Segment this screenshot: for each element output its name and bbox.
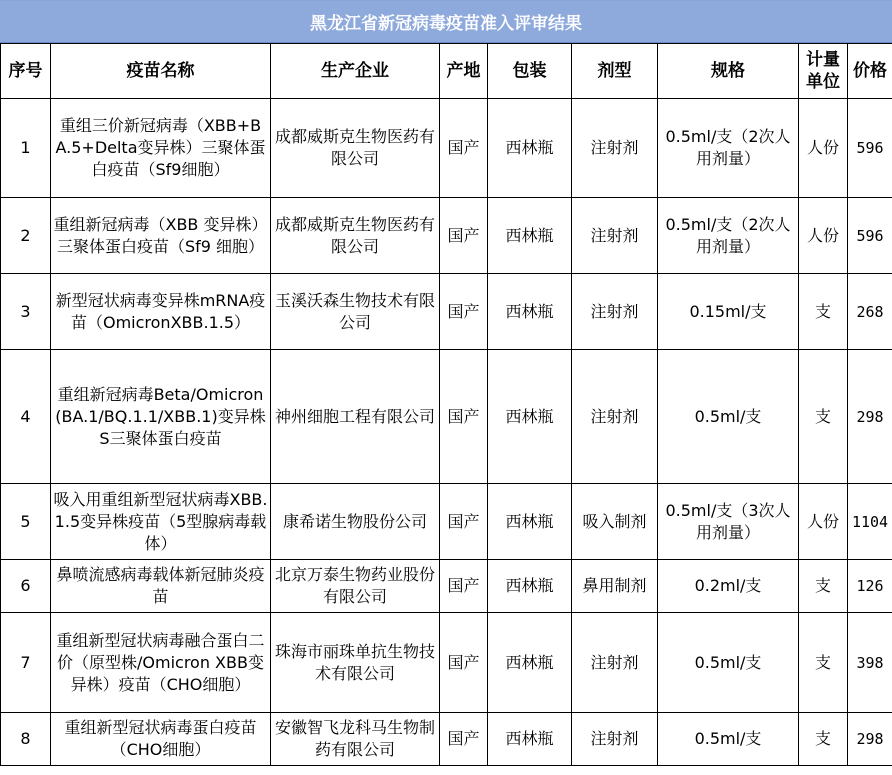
cell-name: 重组新冠病毒（XBB 变异株）三聚体蛋白疫苗（Sf9 细胞） bbox=[51, 198, 271, 274]
cell-index: 8 bbox=[1, 713, 51, 766]
cell-dosage-form: 注射剂 bbox=[572, 198, 658, 274]
cell-price: 596 bbox=[848, 99, 892, 198]
cell-price: 298 bbox=[848, 350, 892, 484]
header-company: 生产企业 bbox=[271, 44, 440, 99]
cell-price: 126 bbox=[848, 560, 892, 613]
cell-spec: 0.5ml/支 bbox=[658, 713, 799, 766]
cell-price: 268 bbox=[848, 274, 892, 350]
cell-package: 西林瓶 bbox=[488, 613, 572, 713]
sheet-title: 黑龙江省新冠病毒疫苗准入评审结果 bbox=[0, 1, 892, 43]
cell-price: 596 bbox=[848, 198, 892, 274]
cell-package: 西林瓶 bbox=[488, 560, 572, 613]
cell-package: 西林瓶 bbox=[488, 713, 572, 766]
cell-price: 1104 bbox=[848, 484, 892, 560]
table-row bbox=[1, 713, 892, 766]
cell-price: 298 bbox=[848, 713, 892, 766]
cell-unit: 支 bbox=[799, 613, 848, 713]
cell-origin: 国产 bbox=[440, 560, 488, 613]
table-row bbox=[1, 484, 892, 560]
cell-origin: 国产 bbox=[440, 350, 488, 484]
cell-spec: 0.2ml/支 bbox=[658, 560, 799, 613]
header-unit: 计量单位 bbox=[799, 44, 848, 99]
header-dosage-form: 剂型 bbox=[572, 44, 658, 99]
table-row bbox=[1, 613, 892, 713]
cell-spec: 0.5ml/支 bbox=[658, 613, 799, 713]
table-row bbox=[1, 99, 892, 198]
cell-index: 2 bbox=[1, 198, 51, 274]
cell-name: 新型冠状病毒变异株mRNA疫苗（OmicronXBB.1.5） bbox=[51, 274, 271, 350]
cell-origin: 国产 bbox=[440, 274, 488, 350]
cell-package: 西林瓶 bbox=[488, 484, 572, 560]
cell-unit: 人份 bbox=[799, 198, 848, 274]
cell-spec: 0.5ml/支（2次人用剂量） bbox=[658, 198, 799, 274]
cell-index: 4 bbox=[1, 350, 51, 484]
cell-index: 3 bbox=[1, 274, 51, 350]
cell-company: 玉溪沃森生物技术有限公司 bbox=[271, 274, 440, 350]
cell-dosage-form: 鼻用制剂 bbox=[572, 560, 658, 613]
cell-origin: 国产 bbox=[440, 484, 488, 560]
cell-origin: 国产 bbox=[440, 99, 488, 198]
cell-dosage-form: 吸入制剂 bbox=[572, 484, 658, 560]
cell-dosage-form: 注射剂 bbox=[572, 350, 658, 484]
cell-origin: 国产 bbox=[440, 713, 488, 766]
cell-spec: 0.5ml/支 bbox=[658, 350, 799, 484]
header-spec: 规格 bbox=[658, 44, 799, 99]
header-row bbox=[1, 44, 892, 99]
header-price: 价格 bbox=[848, 44, 892, 99]
cell-price: 398 bbox=[848, 613, 892, 713]
results-table bbox=[0, 43, 892, 766]
header-origin: 产地 bbox=[440, 44, 488, 99]
cell-package: 西林瓶 bbox=[488, 99, 572, 198]
cell-package: 西林瓶 bbox=[488, 198, 572, 274]
cell-unit: 支 bbox=[799, 274, 848, 350]
table-row bbox=[1, 560, 892, 613]
cell-spec: 0.5ml/支（2次人用剂量） bbox=[658, 99, 799, 198]
cell-name: 鼻喷流感病毒载体新冠肺炎疫苗 bbox=[51, 560, 271, 613]
cell-unit: 支 bbox=[799, 350, 848, 484]
cell-unit: 支 bbox=[799, 713, 848, 766]
cell-spec: 0.15ml/支 bbox=[658, 274, 799, 350]
cell-name: 重组新型冠状病毒蛋白疫苗（CHO细胞） bbox=[51, 713, 271, 766]
cell-company: 康希诺生物股份公司 bbox=[271, 484, 440, 560]
table-row bbox=[1, 274, 892, 350]
header-name: 疫苗名称 bbox=[51, 44, 271, 99]
cell-index: 7 bbox=[1, 613, 51, 713]
cell-company: 成都威斯克生物医药有限公司 bbox=[271, 99, 440, 198]
cell-index: 5 bbox=[1, 484, 51, 560]
cell-company: 成都威斯克生物医药有限公司 bbox=[271, 198, 440, 274]
cell-company: 珠海市丽珠单抗生物技术有限公司 bbox=[271, 613, 440, 713]
cell-index: 1 bbox=[1, 99, 51, 198]
cell-company: 安徽智飞龙科马生物制药有限公司 bbox=[271, 713, 440, 766]
cell-name: 重组新型冠状病毒融合蛋白二价（原型株/Omicron XBB变异株）疫苗（CHO细胞） bbox=[51, 613, 271, 713]
cell-company: 神州细胞工程有限公司 bbox=[271, 350, 440, 484]
cell-name: 重组三价新冠病毒（XBB+BA.5+Delta变异株）三聚体蛋白疫苗（Sf9细胞） bbox=[51, 99, 271, 198]
cell-unit: 支 bbox=[799, 560, 848, 613]
cell-dosage-form: 注射剂 bbox=[572, 274, 658, 350]
cell-index: 6 bbox=[1, 560, 51, 613]
cell-origin: 国产 bbox=[440, 198, 488, 274]
cell-dosage-form: 注射剂 bbox=[572, 613, 658, 713]
cell-unit: 人份 bbox=[799, 484, 848, 560]
cell-name: 重组新冠病毒Beta/Omicron(BA.1/BQ.1.1/XBB.1)变异株S三聚体蛋白疫苗 bbox=[51, 350, 271, 484]
cell-unit: 人份 bbox=[799, 99, 848, 198]
header-package: 包装 bbox=[488, 44, 572, 99]
cell-origin: 国产 bbox=[440, 613, 488, 713]
cell-name: 吸入用重组新型冠状病毒XBB.1.5变异株疫苗（5型腺病毒载体） bbox=[51, 484, 271, 560]
cell-dosage-form: 注射剂 bbox=[572, 713, 658, 766]
header-index: 序号 bbox=[1, 44, 51, 99]
cell-company: 北京万泰生物药业股份有限公司 bbox=[271, 560, 440, 613]
table-row bbox=[1, 198, 892, 274]
cell-package: 西林瓶 bbox=[488, 350, 572, 484]
table-row bbox=[1, 350, 892, 484]
cell-spec: 0.5ml/支（3次人用剂量） bbox=[658, 484, 799, 560]
cell-package: 西林瓶 bbox=[488, 274, 572, 350]
cell-dosage-form: 注射剂 bbox=[572, 99, 658, 198]
